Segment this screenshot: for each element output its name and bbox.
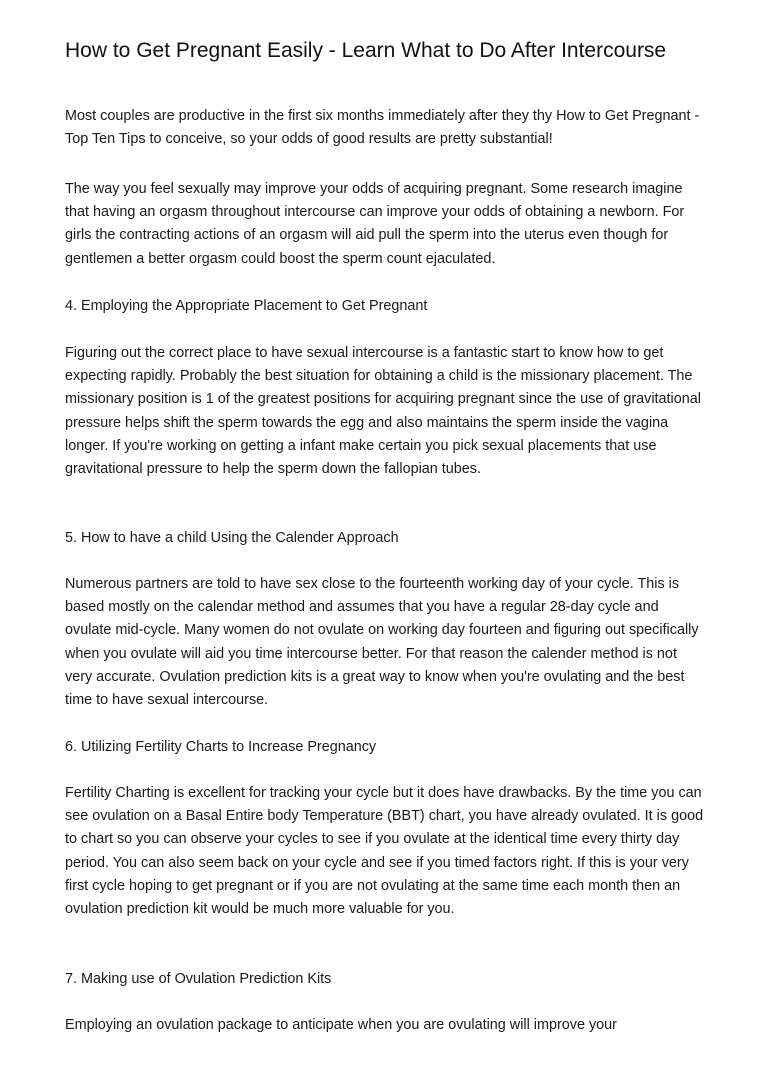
paragraph-orgasm: The way you feel sexually may improve your odds of acquiring pregnant. Some research imagine that having an orgasm throughout intercourse can improve your odds of obtaining a newborn. For girls the contracting actions of an orgasm will aid pull the sperm into the uterus even though for gentlemen a better orgasm could boost the sperm count ejaculated. xyxy=(65,181,685,267)
paragraph-ovulation-kits: Employing an ovulation package to anticipate when you are ovulating will improve your xyxy=(65,1017,617,1033)
section-heading-5: 5. How to have a child Using the Calender Approach xyxy=(65,530,399,546)
section-heading-6: 6. Utilizing Fertility Charts to Increase Pregnancy xyxy=(65,739,377,755)
paragraph-calendar: Numerous partners are told to have sex close to the fourteenth working day of your cycle. This is based mostly on the calendar method and assumes that you have a regular 28-day cycle and ovulate mid-cycle. Many women do not ovulate on working day fourteen and figuring out specifically when you ovulate will aid you time intercourse better. For that reason the calender method is not very accurate. Ovulation prediction kits is a great way to know when you're ovulating and the best time to have sexual intercourse. xyxy=(65,576,699,709)
section-heading-7: 7. Making use of Ovulation Prediction Kits xyxy=(65,971,332,987)
paragraph-fertility-charts: Fertility Charting is excellent for tracking your cycle but it does have drawbacks. By the time you can see ovulation on a Basal Entire body Temperature (BBT) chart, you have already ovulated. It is good to chart so you can observe your cycles to see if you ovulate at the identical time every thirty day period. You can also seem back on your cycle and see if you timed factors right. If this is your very first cycle hoping to get pregnant or if you are not ovulating at the same time each month then an ovulation prediction kit would be much more valuable for you. xyxy=(65,785,704,918)
document-title: How to Get Pregnant Easily - Learn What to Do After Intercourse xyxy=(65,39,667,62)
paragraph-intro: Most couples are productive in the first six months immediately after they thy How to Get Pregnant - Top Ten Tips to conceive, so your odds of good results are pretty substantial! xyxy=(65,108,700,148)
paragraph-placement: Figuring out the correct place to have sexual intercourse is a fantastic start to know how to get expecting rapidly. Probably the best situation for obtaining a child is the missionary placement. The missionary position is 1 of the greatest positions for acquiring pregnant since the use of gravitational pressure helps shift the sperm towards the egg and also maintains the sperm inside the vagina longer. If you're working on getting a infant make certain you pick sexual placements that use gravitational pressure to help the sperm down the fallopian tubes. xyxy=(65,345,701,478)
section-heading-4: 4. Employing the Appropriate Placement to Get Pregnant xyxy=(65,298,428,314)
